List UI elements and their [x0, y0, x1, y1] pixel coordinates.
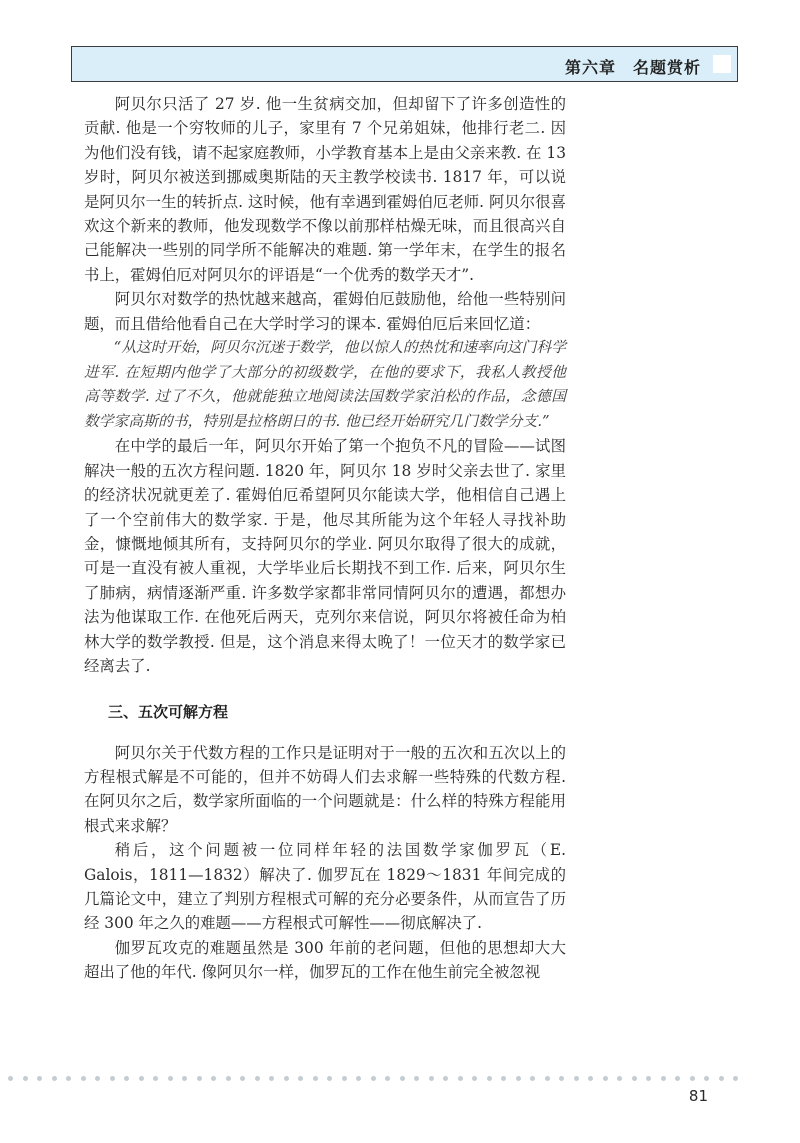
body-paragraph: 伽罗瓦攻克的难题虽然是 300 年前的老问题，但他的思想却大大超出了他的年代. 像阿贝尔一样，伽罗瓦的工作在他生前完全被忽视: [84, 938, 566, 982]
footer-dot: [327, 1076, 332, 1081]
footer-dot: [661, 1076, 666, 1081]
footer-dot: [66, 1076, 71, 1081]
footer-dot: [603, 1076, 608, 1081]
footer-dot: [23, 1076, 28, 1081]
chapter-header-bar: [71, 46, 738, 82]
body-paragraph: 阿贝尔只活了 27 岁. 他一生贫病交加，但却留下了许多创造性的贡献. 他是一个穷牧师的儿子，家里有 7 个兄弟姐妹，他排行老二. 因为他们没有钱，请不起家庭教师，小学教育基本上是由父亲来教. 在 13 岁时，阿贝尔被送到挪威奥斯陆的天主教学校读书. 1817 年，可以说是阿贝尔一生的转折点. 这时候，他有幸遇到霍姆伯厄老师. 阿贝尔很喜欢这个新来的教师，他发现数学不像以前那样枯燥无味，而且很高兴自己能解决一些别的同学所不能解决的难题. 第一学年末，在学生的报名书上，霍姆伯厄对阿贝尔的评语是“一个优秀的数学天才”.: [84, 95, 566, 284]
body-paragraph: 阿贝尔关于代数方程的工作只是证明对于一般的五次和五次以上的方程根式解是不可能的，但并不妨碍人们去求解一些特殊的代数方程. 在阿贝尔之后，数学家所面临的一个问题就是：什么样的特殊方程能用根式来求解？: [84, 743, 566, 835]
footer-dot: [8, 1076, 13, 1081]
page-body: [84, 92, 566, 985]
footer-dot: [182, 1076, 187, 1081]
footer-dot: [313, 1076, 318, 1081]
footer-dot: [704, 1076, 709, 1081]
footer-dot: [429, 1076, 434, 1081]
footer-dot: [139, 1076, 144, 1081]
footer-dot: [110, 1076, 115, 1081]
footer-dot: [124, 1076, 129, 1081]
footer-dot: [530, 1076, 535, 1081]
footer-dotted-rule: [8, 1076, 750, 1082]
footer-dot: [226, 1076, 231, 1081]
footer-dot: [690, 1076, 695, 1081]
footer-dot: [153, 1076, 158, 1081]
section-heading: 三、五次可解方程: [108, 702, 229, 721]
footer-dot: [211, 1076, 216, 1081]
footer-dot: [269, 1076, 274, 1081]
footer-dot: [197, 1076, 202, 1081]
footer-dot: [37, 1076, 42, 1081]
footer-dot: [516, 1076, 521, 1081]
footer-dot: [81, 1076, 86, 1081]
footer-dot: [472, 1076, 477, 1081]
body-paragraph: 稍后，这个问题被一位同样年轻的法国数学家伽罗瓦（E. Galois，1811—1832）解决了. 伽罗瓦在 1829～1831 年间完成的几篇论文中，建立了判别方程根式可解的充分必要条件，从而宣告了历经 300 年之久的难题——方程根式可解性——彻底解决了.: [84, 841, 566, 933]
footer-dot: [168, 1076, 173, 1081]
footer-dot: [443, 1076, 448, 1081]
footer-dot: [733, 1076, 738, 1081]
footer-dot: [284, 1076, 289, 1081]
footer-dot: [588, 1076, 593, 1081]
quotation: “从这时开始，阿贝尔沉迷于数学，他以惊人的热忱和速率向这门科学进军. 在短期内他学了大部分的初级数学，在他的要求下，我私人教授他高等数学. 过了不久，他就能独立地阅读法国数学家泊松的作品，念德国数学家高斯的书，特别是拉格朗日的书. 他已经开始研究几门数学分支.”: [84, 339, 566, 430]
footer-dot: [487, 1076, 492, 1081]
footer-dot: [646, 1076, 651, 1081]
footer-dot: [458, 1076, 463, 1081]
footer-dot: [675, 1076, 680, 1081]
footer-dot: [298, 1076, 303, 1081]
body-paragraph: 阿贝尔对数学的热忱越来越高，霍姆伯厄鼓励他，给他一些特别问题，而且借给他看自己在大学时学习的课本. 霍姆伯厄后来回忆道：: [84, 290, 566, 333]
footer-dot: [356, 1076, 361, 1081]
footer-dot: [617, 1076, 622, 1081]
chapter-title: 第六章 名题赏析: [564, 58, 701, 77]
footer-dot: [574, 1076, 579, 1081]
footer-dot: [501, 1076, 506, 1081]
footer-dot: [414, 1076, 419, 1081]
footer-dot: [632, 1076, 637, 1081]
footer-dot: [559, 1076, 564, 1081]
body-paragraph: 在中学的最后一年，阿贝尔开始了第一个抱负不凡的冒险——试图解决一般的五次方程问题. 1820 年，阿贝尔 18 岁时父亲去世了. 家里的经济状况就更差了. 霍姆伯厄希望阿贝尔能读大学，他相信自己遇上了一个空前伟大的数学家. 于是，他尽其所能为这个年轻人寻找补助金，慷慨地倾其所有，支持阿贝尔的学业. 阿贝尔取得了很大的成就，可是一直没有被人重视，大学毕业后长期找不到工作. 后来，阿贝尔生了肺病，病情逐渐严重. 许多数学家都非常同情阿贝尔的遭遇，都想办法为他谋取工作. 在他死后两天，克列尔来信说，阿贝尔将被任命为柏林大学的数学教授. 但是，这个消息来得太晚了！一位天才的数学家已经离去了.: [84, 437, 566, 676]
footer-dot: [240, 1076, 245, 1081]
footer-dot: [719, 1076, 724, 1081]
footer-dot: [342, 1076, 347, 1081]
footer-dot: [52, 1076, 57, 1081]
footer-dot: [385, 1076, 390, 1081]
footer-dot: [255, 1076, 260, 1081]
footer-dot: [400, 1076, 405, 1081]
header-square-mark: [713, 55, 731, 73]
page-number: 81: [688, 1087, 708, 1105]
footer-dot: [545, 1076, 550, 1081]
footer-dot: [371, 1076, 376, 1081]
footer-dot: [95, 1076, 100, 1081]
